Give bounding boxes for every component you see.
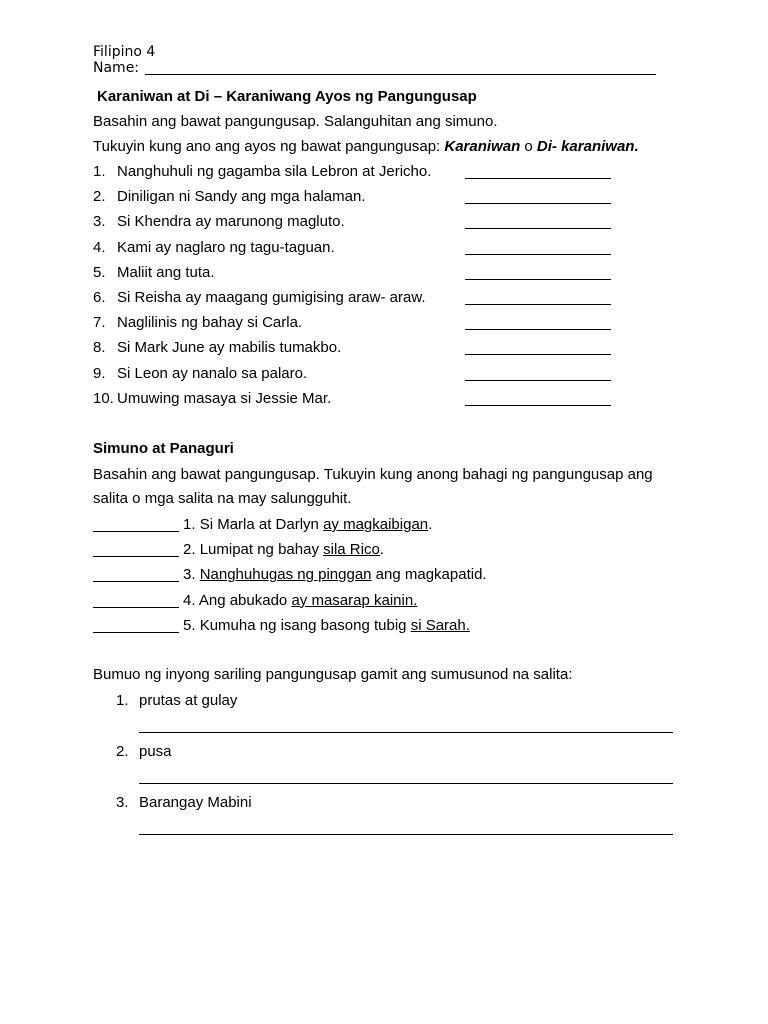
section1-item-number: 1. <box>93 163 106 180</box>
section1-item-text: Nanghuhuli ng gagamba sila Lebron at Jericho. <box>117 163 432 180</box>
subject-label: Filipino 4 <box>93 44 156 60</box>
section1-item-number: 5. <box>93 263 106 281</box>
section1-answer-line[interactable] <box>465 405 611 406</box>
section1-answer-line[interactable] <box>465 254 611 255</box>
section1-item-text: Diniligan ni Sandy ang mga halaman. <box>117 188 366 206</box>
section1-item-text: Si Khendra ay marunong magluto. <box>117 213 345 231</box>
section1-item-number: 3. <box>93 213 106 231</box>
or-word: o <box>520 138 537 155</box>
option-di-karaniwan: Di- karaniwan. <box>536 138 639 155</box>
section2-answer-blank[interactable] <box>93 607 179 608</box>
section2-item-text-after: . <box>428 516 433 533</box>
section1-item-text: Si Reisha ay maagang gumigising araw- araw. <box>117 289 426 306</box>
section1-item-text: Si Leon ay nanalo sa palaro. <box>117 364 308 382</box>
section1-item-number: 4. <box>93 238 106 256</box>
section2-item-text-before: Si Marla at Darlyn <box>199 516 324 533</box>
section3-item-word: Barangay Mabini <box>139 794 252 811</box>
section1-answer-line[interactable] <box>465 304 611 305</box>
section2-item-text-after: . <box>379 541 384 559</box>
section2-item <box>183 566 487 584</box>
section2-answer-blank[interactable] <box>93 556 179 557</box>
section1-title: Karaniwan at Di – Karaniwang Ayos ng Pangungusap <box>97 88 477 105</box>
section2-item-underlined: sila Rico <box>323 541 380 559</box>
section3-item-number: 3. <box>116 794 129 811</box>
section1-answer-line[interactable] <box>465 329 611 330</box>
name-answer-line[interactable] <box>145 74 656 75</box>
section1-instruction2 <box>93 138 639 156</box>
section3-item-word: prutas at gulay <box>139 692 238 709</box>
section1-item-number: 7. <box>93 314 106 332</box>
section1-item-text: Maliit ang tuta. <box>117 263 215 281</box>
section2-item <box>183 516 432 534</box>
section2-item-text-before: Lumipat ng bahay <box>199 541 324 559</box>
section2-title: Simuno at Panaguri <box>93 440 234 457</box>
section1-item-number: 9. <box>93 364 106 382</box>
section1-instruction1: Basahin ang bawat pangungusap. Salanguhitan ang simuno. <box>93 113 498 130</box>
section1-item-number: 6. <box>93 289 106 306</box>
section2-item-number: 5. <box>183 616 196 634</box>
section1-answer-line[interactable] <box>465 279 611 280</box>
section2-answer-blank[interactable] <box>93 632 179 633</box>
section2-item-text-after: ang magkapatid. <box>371 566 487 584</box>
section1-answer-line[interactable] <box>465 228 611 229</box>
section2-item <box>183 592 417 610</box>
section1-item-text: Umuwing masaya si Jessie Mar. <box>117 389 332 407</box>
section1-item-text: Naglilinis ng bahay si Carla. <box>117 314 303 332</box>
section1-item-number: 10. <box>93 389 114 407</box>
section2-item-underlined: Nanghuhugas ng pinggan <box>199 566 372 584</box>
section3-item-word: pusa <box>139 743 172 760</box>
section3-item-number: 1. <box>116 692 129 709</box>
section3-answer-line[interactable] <box>139 732 673 733</box>
option-karaniwan: Karaniwan <box>444 138 521 155</box>
name-label: Name: <box>93 60 140 76</box>
section3-item-number: 2. <box>116 743 129 760</box>
section2-item <box>183 617 470 635</box>
section1-item-text: Kami ay naglaro ng tagu-taguan. <box>117 238 335 256</box>
section1-item-text: Si Mark June ay mabilis tumakbo. <box>117 339 342 357</box>
section1-item-number: 8. <box>93 339 106 357</box>
section2-item-underlined: ay magkaibigan <box>323 516 429 533</box>
section2-item-underlined: si Sarah. <box>410 616 470 634</box>
section2-item-underlined: ay masarap kainin. <box>291 591 418 609</box>
section3-answer-line[interactable] <box>139 783 673 784</box>
section2-instruction-line2: salita o mga salita na may salungguhit. <box>93 490 352 507</box>
section2-item-text-before: Ang abukado <box>198 591 292 609</box>
section1-answer-line[interactable] <box>465 178 611 179</box>
section3-answer-line[interactable] <box>139 834 673 835</box>
section1-answer-line[interactable] <box>465 203 611 204</box>
section2-item-number: 3. <box>183 566 196 584</box>
section1-answer-line[interactable] <box>465 354 611 355</box>
section1-answer-line[interactable] <box>465 380 611 381</box>
section2-item <box>183 541 384 559</box>
section2-item-text-before: Kumuha ng isang basong tubig <box>199 616 411 634</box>
section2-item-number: 1. <box>183 516 196 533</box>
section2-instruction-line1: Basahin ang bawat pangungusap. Tukuyin kung anong bahagi ng pangungusap ang <box>93 466 653 483</box>
section2-item-number: 2. <box>183 541 196 559</box>
section2-item-number: 4. <box>183 591 196 609</box>
section1-item-number: 2. <box>93 188 106 206</box>
instruction2-prefix: Tukuyin kung ano ang ayos ng bawat pangungusap: <box>93 138 445 155</box>
section2-answer-blank[interactable] <box>93 531 179 532</box>
section3-instruction: Bumuo ng inyong sariling pangungusap gamit ang sumusunod na salita: <box>93 666 573 683</box>
section2-answer-blank[interactable] <box>93 581 179 582</box>
